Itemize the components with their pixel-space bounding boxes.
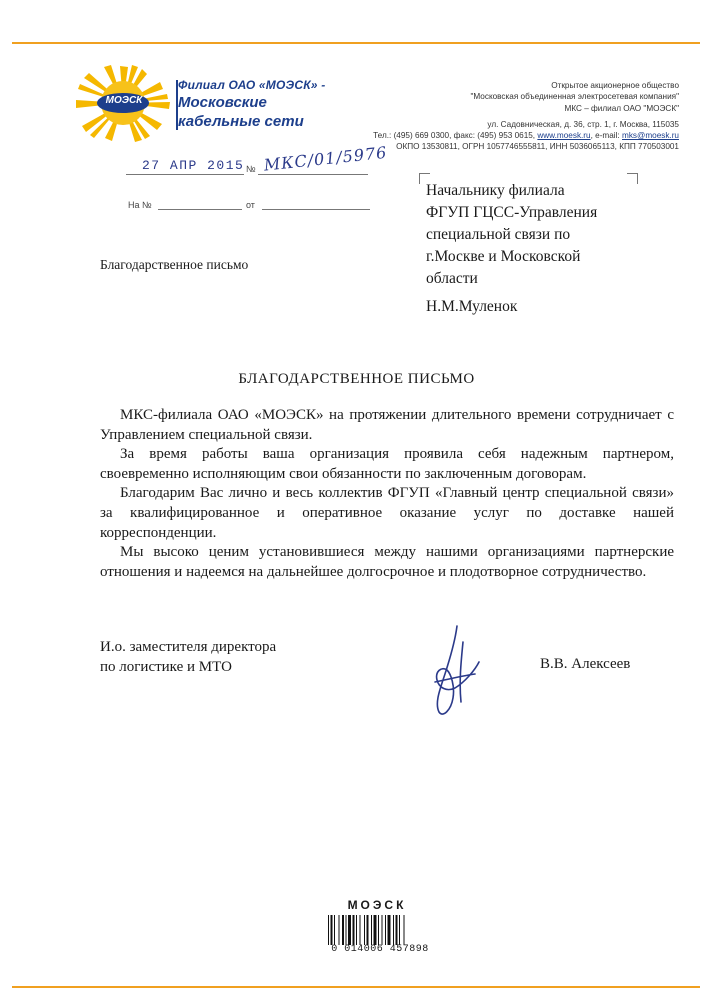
company-line-3: МКС – филиал ОАО "МОЭСК" [564,103,679,113]
website-link[interactable]: www.moesk.ru [537,131,591,141]
moesk-logo [72,62,174,144]
company-codes: ОКПО 13530811, ОГРН 1057746555811, ИНН 5036065113, КПП 770503001 [396,142,679,152]
number-label: № [246,164,256,174]
addressee-line-3: специальной связи по [426,226,571,243]
handwritten-registration-number: МКС/01/5976 [262,142,389,175]
letter-title: БЛАГОДАРСТВЕННОЕ ПИСЬМО [238,371,475,387]
company-line-1: Открытое акционерное общество [551,81,679,90]
handwritten-signature [405,622,505,722]
body-paragraph: За время работы ваша организация проявила себя надежным партнером, своевременно исполняющим свои обязанности по заключенным договорам. [100,446,674,482]
reference-underline [158,209,242,210]
signer-position [100,638,276,677]
reference-label: На № [128,200,152,210]
body-paragraph: МКС-филиала ОАО «МОЭСК» на протяжении длительного времени сотрудничает с Управлением специальной связи. [100,407,674,443]
signer-position-line-1: И.о. заместителя директора [100,639,277,655]
barcode [326,915,434,945]
company-info [349,80,679,153]
body-paragraph: Мы высоко ценим установившиеся между нашими организациями партнерские отношения и надеемся на дальнейшее долгосрочное и плодотворное сотрудничество. [100,544,674,580]
top-orange-rule [12,42,700,44]
date-underline [126,174,244,175]
branch-line-2: Московские [178,94,267,111]
bottom-orange-rule [12,986,700,988]
barcode-brand: МОЭСК [347,898,407,912]
email-label: , e-mail: [590,131,620,141]
date-stamp: 27 АПР 2015 [142,158,245,173]
logo-wordmark: МОЭСК [105,95,143,106]
email-link[interactable]: mks@moesk.ru [622,131,679,141]
branch-line-1: Филиал ОАО «МОЭСК» - [178,78,326,92]
barcode-number: 0 014006 457898 [331,944,429,955]
from-underline [262,209,370,210]
addressee-line-5: области [426,270,478,287]
letter-body [100,406,674,582]
company-contacts [349,130,679,141]
addressee-line-4: г.Москве и Московской [426,248,581,265]
addressee-name: Н.М.Муленок [426,298,518,315]
letter-subject: Благодарственное письмо [100,257,249,272]
contacts-phone-fax: Тел.: (495) 669 0300, факс: (495) 953 0615, [373,131,536,141]
from-label: от [246,200,255,210]
branch-line-3: кабельные сети [178,112,304,130]
branch-name [178,78,368,130]
signer-name: В.В. Алексеев [540,656,631,672]
signer-position-line-2: по логистике и МТО [100,658,232,675]
addressee-line-1: Начальнику филиала [426,182,565,199]
company-address: ул. Садовническая, д. 36, стр. 1, г. Москва, 115035 [487,119,679,129]
addressee-block [426,180,656,290]
company-line-2: "Московская объединенная электросетевая компания" [470,92,679,102]
addressee-line-2: ФГУП ГЦСС-Управления [426,204,598,221]
body-paragraph: Благодарим Вас лично и весь коллектив ФГУП «Главный центр специальной связи» за квалифицированное и оперативное оказание услуг по доставке нашей корреспонденции. [100,485,674,541]
